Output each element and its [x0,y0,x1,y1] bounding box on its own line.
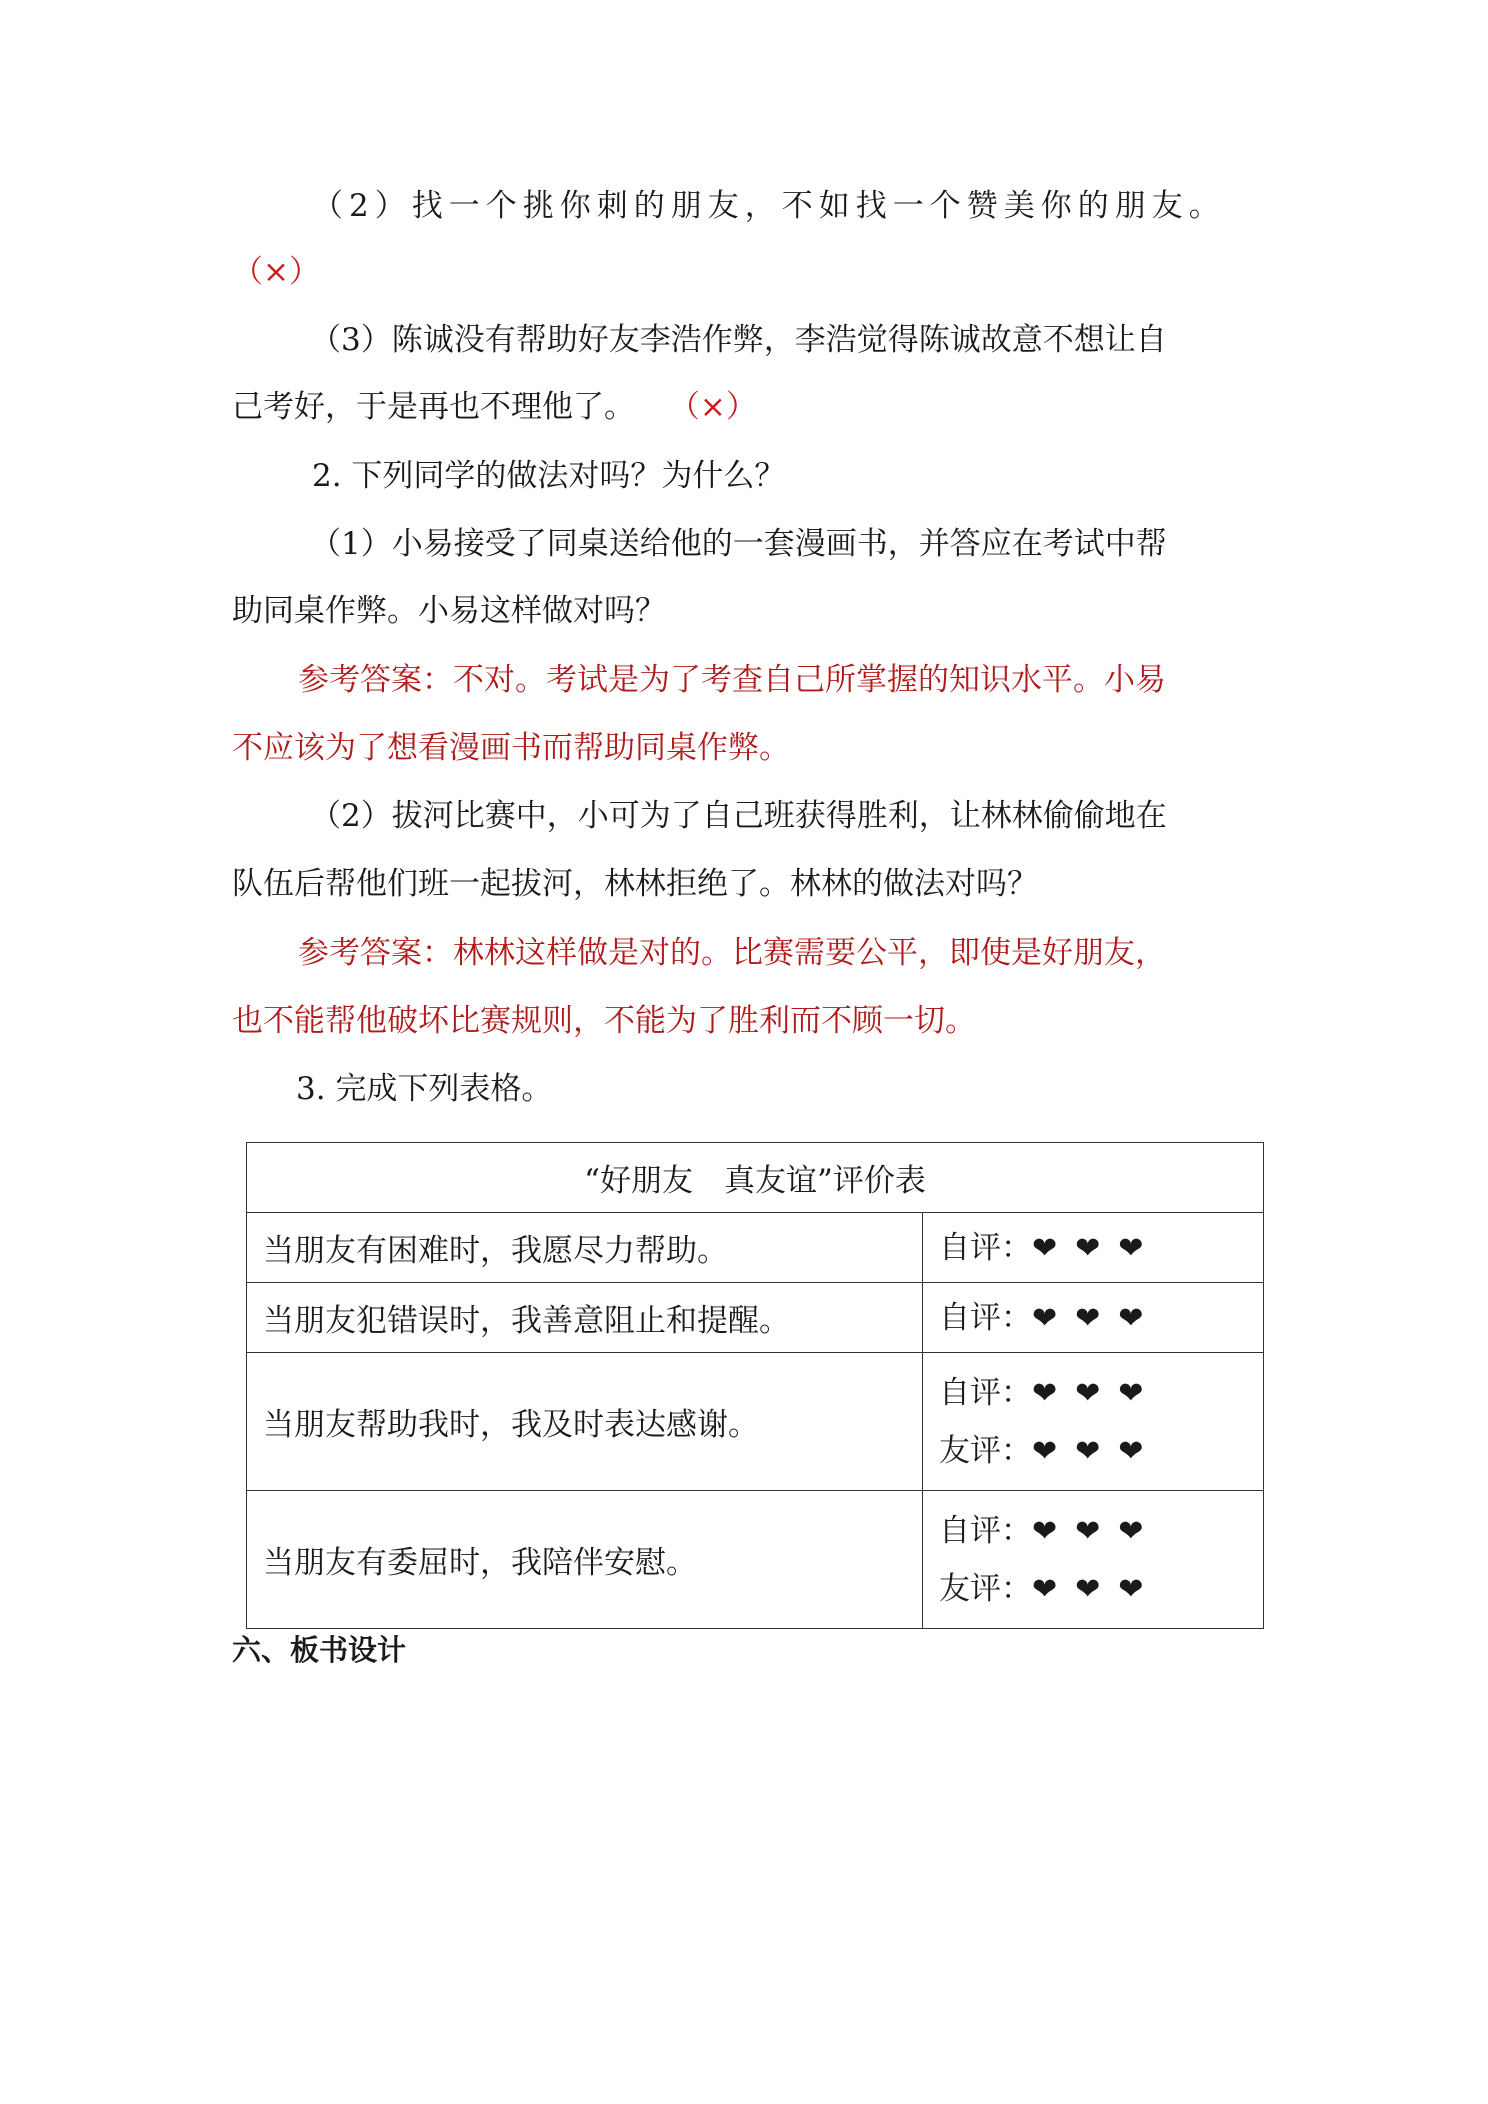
heart-icons: ❤❤❤ [1032,1513,1162,1549]
q2-answer2-line1: 参考答案：林林这样做是对的。比赛需要公平，即使是好朋友， [298,935,1166,971]
rating-cell [923,1353,1264,1491]
row-statement: 当朋友有委屈时，我陪伴安慰。 [247,1491,923,1629]
q3-title: 3. 完成下列表格。 [296,1071,553,1107]
q1-item3-line2-text: 己考好，于是再也不理他了。 [232,389,635,425]
heart-icons: ❤❤❤ [1032,1230,1162,1266]
self-rating [939,1289,1263,1347]
row-statement: 当朋友有困难时，我愿尽力帮助。 [247,1213,923,1283]
row-statement: 当朋友犯错误时，我善意阻止和提醒。 [247,1283,923,1353]
self-rating-label: 自评： [939,1299,1032,1336]
q2-answer2-line2: 也不能帮他破坏比赛规则，不能为了胜利而不顾一切。 [232,1003,976,1039]
table-row [247,1213,1264,1283]
q2-sub1-line2: 助同桌作弊。小易这样做对吗？ [232,593,666,629]
section6-heading: 六、板书设计 [232,1633,407,1667]
q1-item3-mark: （×） [668,389,757,425]
q2-title: 2. 下列同学的做法对吗？为什么？ [312,458,786,494]
row-statement: 当朋友帮助我时，我及时表达感谢。 [247,1353,923,1491]
q2-sub2-line1: （2）拔河比赛中，小可为了自己班获得胜利，让林林偷偷地在 [310,798,1167,834]
self-rating-label: 自评： [939,1374,1032,1411]
rating-cell [923,1491,1264,1629]
table-row [247,1283,1264,1353]
table-row [247,1491,1264,1629]
table-caption: “好朋友 真友谊”评价表 [247,1143,1264,1213]
heart-icons: ❤❤❤ [1032,1571,1162,1607]
self-rating [939,1364,1263,1422]
self-rating [939,1502,1263,1560]
rating-cell [923,1213,1264,1283]
table-caption-row [247,1143,1264,1213]
self-rating [939,1219,1263,1277]
q1-item2-line1: （2）找一个挑你刺的朋友，不如找一个赞美你的朋友。 [312,188,1226,224]
q1-item2-mark: （×） [232,254,320,290]
q2-answer1-line2: 不应该为了想看漫画书而帮助同桌作弊。 [232,730,790,766]
table-row [247,1353,1264,1491]
peer-rating-label: 友评： [939,1432,1032,1469]
q2-sub2-line2: 队伍后帮他们班一起拔河，林林拒绝了。林林的做法对吗？ [232,866,1038,902]
peer-rating [939,1422,1263,1480]
heart-icons: ❤❤❤ [1032,1300,1162,1336]
peer-rating-label: 友评： [939,1570,1032,1607]
q2-answer1-line1: 参考答案：不对。考试是为了考查自己所掌握的知识水平。小易 [298,662,1166,698]
q1-item3-line1: （3）陈诚没有帮助好友李浩作弊，李浩觉得陈诚故意不想让自 [310,322,1167,358]
heart-icons: ❤❤❤ [1032,1433,1162,1469]
evaluation-table [246,1142,1264,1629]
q1-item3-line2 [232,387,757,427]
rating-cell [923,1283,1264,1353]
self-rating-label: 自评： [939,1229,1032,1266]
peer-rating [939,1560,1263,1618]
q2-sub1-line1: （1）小易接受了同桌送给他的一套漫画书，并答应在考试中帮 [310,526,1167,562]
self-rating-label: 自评： [939,1512,1032,1549]
heart-icons: ❤❤❤ [1032,1375,1162,1411]
